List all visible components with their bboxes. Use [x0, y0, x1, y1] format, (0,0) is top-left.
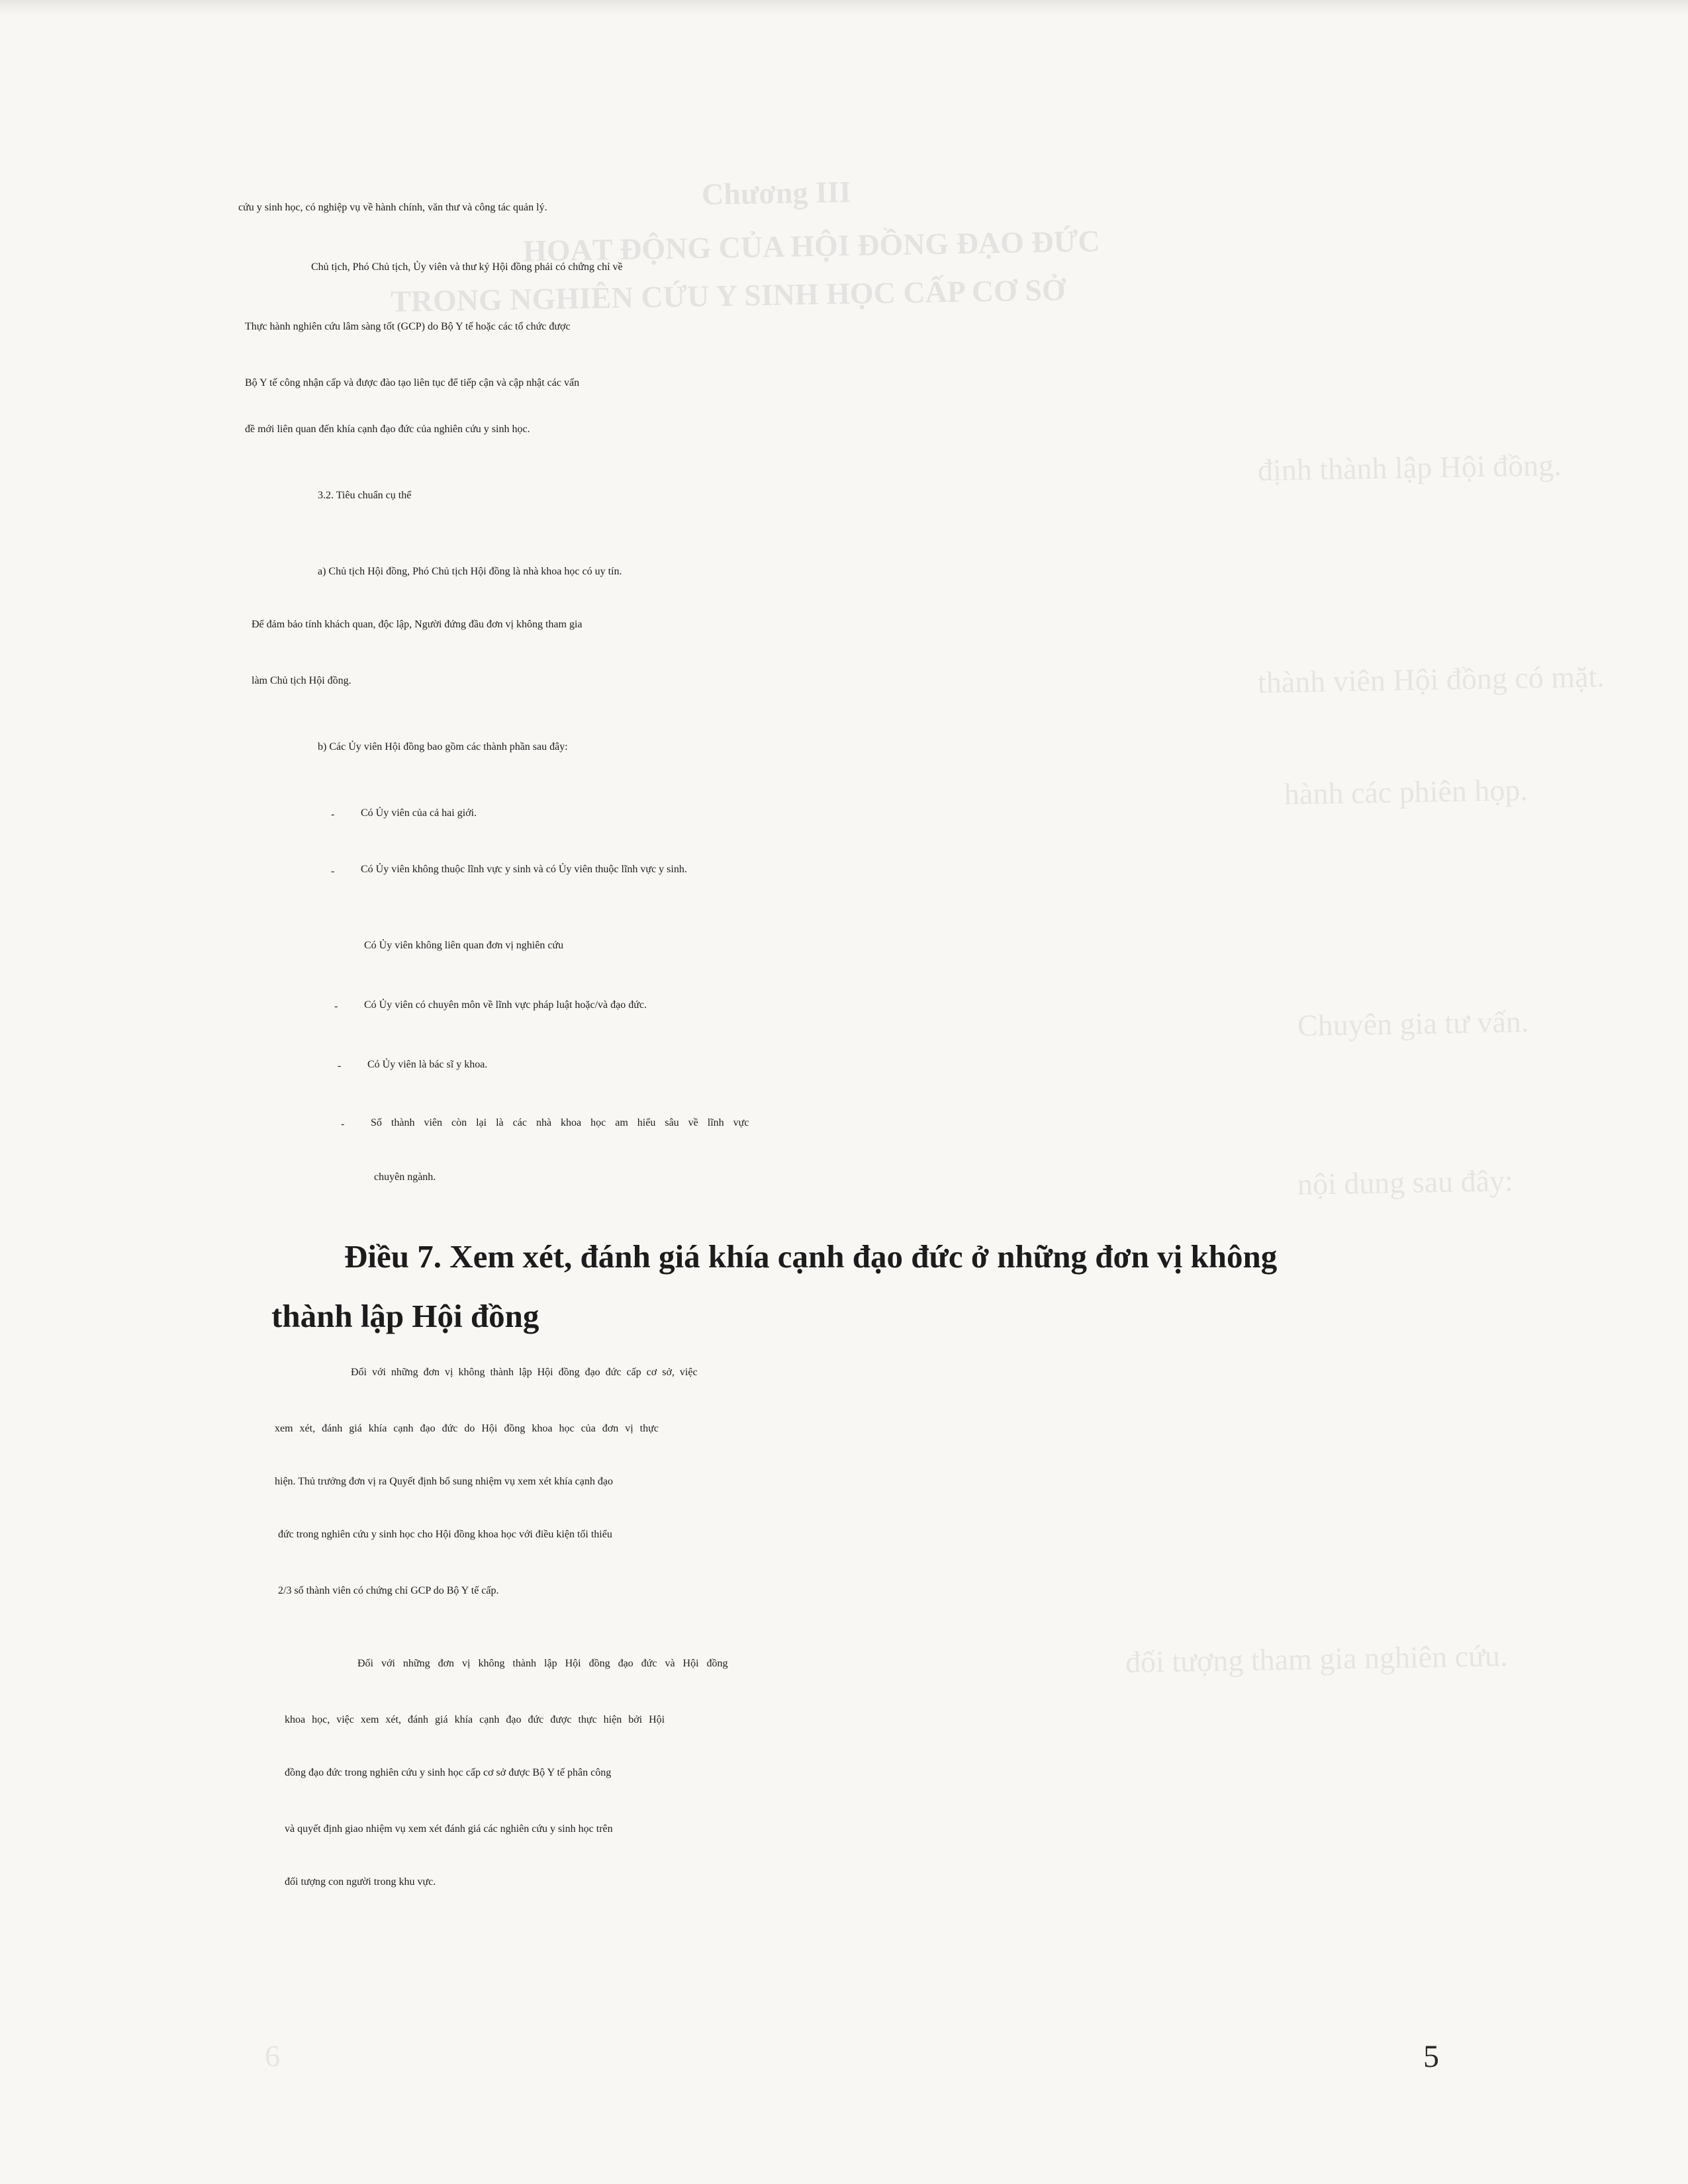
bullet-marker: -	[331, 866, 335, 877]
bullet-marker: -	[341, 1118, 345, 1130]
bleed-through-page-number: 6	[264, 2038, 281, 2073]
text-line: xem xét, đánh giá khía cạnh đạo đức do Hội đồng khoa học của đơn vị thực	[275, 1423, 659, 1434]
page-number: 5	[1423, 2039, 1439, 2074]
list-item: Số thành viên còn lại là các nhà khoa học am hiểu sâu về lĩnh vực	[371, 1117, 749, 1128]
article-heading: Điều 7. Xem xét, đánh giá khía cạnh đạo đức ở những đơn vị không	[344, 1238, 1278, 1275]
text-line: 2/3 số thành viên có chứng chỉ GCP do Bộ Y tế cấp.	[278, 1585, 499, 1596]
text-line: Chủ tịch, Phó Chủ tịch, Ủy viên và thư ký Hội đồng phải có chứng chỉ về	[311, 261, 623, 273]
text-line: Đối với những đơn vị không thành lập Hội đồng đạo đức cấp cơ sở, việc	[351, 1367, 698, 1378]
list-item: Có Ủy viên của cả hai giới.	[361, 807, 477, 819]
bleed-through-text: định thành lập Hội đồng.	[1257, 448, 1562, 487]
text-line: đức trong nghiên cứu y sinh học cho Hội đồng khoa học với điều kiện tối thiểu	[278, 1529, 612, 1540]
text-line: khoa học, việc xem xét, đánh giá khía cạnh đạo đức được thực hiện bởi Hội	[285, 1714, 665, 1725]
text-line: hiện. Thủ trưởng đơn vị ra Quyết định bổ sung nhiệm vụ xem xét khía cạnh đạo	[275, 1476, 613, 1487]
list-item: Có Ủy viên không liên quan đơn vị nghiên cứu	[364, 940, 564, 951]
bleed-through-text: Chương III	[701, 175, 852, 211]
bleed-through-text: TRONG NGHIÊN CỨU Y SINH HỌC CẤP CƠ SỞ	[390, 273, 1066, 318]
text-line: Bộ Y tế công nhận cấp và được đào tạo liên tục để tiếp cận và cập nhật các vấn	[245, 377, 580, 388]
text-line: cứu y sinh học, có nghiệp vụ về hành chính, văn thư và công tác quản lý.	[238, 202, 547, 213]
text-line: đối tượng con người trong khu vực.	[285, 1876, 436, 1888]
text-line: làm Chủ tịch Hội đồng.	[252, 675, 352, 686]
list-item-continuation: chuyên ngành.	[374, 1171, 436, 1183]
text-line: b) Các Ủy viên Hội đồng bao gồm các thành phần sau đây:	[318, 741, 568, 752]
list-item: Có Ủy viên là bác sĩ y khoa.	[367, 1059, 488, 1070]
text-line: đồng đạo đức trong nghiên cứu y sinh học cấp cơ sở được Bộ Y tế phân công	[285, 1767, 612, 1778]
bleed-through-text: HOẠT ĐỘNG CỦA HỘI ĐỒNG ĐẠO ĐỨC	[522, 224, 1100, 268]
bleed-through-text: Chuyên gia tư vấn.	[1297, 1004, 1529, 1043]
text-line: a) Chủ tịch Hội đồng, Phó Chủ tịch Hội đồng là nhà khoa học có uy tín.	[318, 566, 622, 577]
bleed-through-text: hành các phiên họp.	[1284, 772, 1528, 811]
section-subheading: 3.2. Tiêu chuẩn cụ thể	[318, 490, 412, 501]
bullet-marker: -	[331, 809, 335, 820]
text-line: Thực hành nghiên cứu lâm sàng tốt (GCP) do Bộ Y tế hoặc các tổ chức được	[245, 321, 571, 332]
bullet-marker: -	[338, 1060, 342, 1071]
bullet-marker: -	[334, 1001, 338, 1012]
bleed-through-text: đối tượng tham gia nghiên cứu.	[1125, 1638, 1508, 1680]
bleed-through-text: nội dung sau đây:	[1297, 1163, 1514, 1201]
article-heading-continuation: thành lập Hội đồng	[271, 1298, 539, 1334]
scan-edge-shadow	[0, 0, 1688, 15]
list-item: Có Ủy viên không thuộc lĩnh vực y sinh và có Ủy viên thuộc lĩnh vực y sinh.	[361, 864, 687, 875]
text-line: Để đảm bảo tính khách quan, độc lập, Người đứng đầu đơn vị không tham gia	[252, 619, 583, 630]
list-item: Có Ủy viên có chuyên môn về lĩnh vực pháp luật hoặc/và đạo đức.	[364, 999, 647, 1011]
text-line: và quyết định giao nhiệm vụ xem xét đánh giá các nghiên cứu y sinh học trên	[285, 1823, 613, 1835]
text-line: đề mới liên quan đến khía cạnh đạo đức của nghiên cứu y sinh học.	[245, 424, 530, 435]
bleed-through-text: thành viên Hội đồng có mặt.	[1257, 659, 1605, 700]
text-line: Đối với những đơn vị không thành lập Hội đồng đạo đức và Hội đồng	[357, 1658, 728, 1669]
